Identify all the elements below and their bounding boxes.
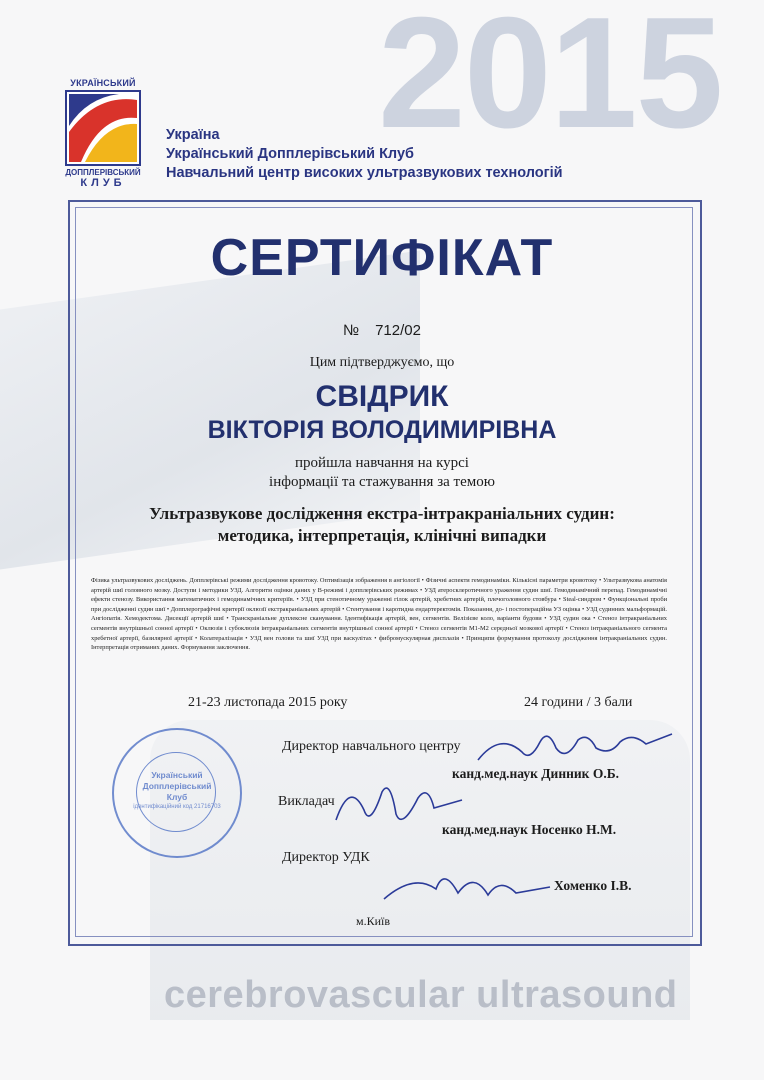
- org-country: Україна: [166, 127, 220, 143]
- club-logo: [62, 78, 144, 189]
- course-intro-line1: пройшла навчання на курсі: [295, 455, 469, 471]
- course-date: 21-23 листопада 2015 року: [188, 695, 348, 710]
- recipient-given-names: ВІКТОРІЯ ВОЛОДИМИРІВНА: [207, 416, 557, 444]
- udk-director-label: Директор УДК: [282, 850, 370, 865]
- teacher-label: Викладач: [278, 794, 335, 809]
- official-stamp: [112, 728, 242, 858]
- director-name: канд.мед.наук Динник О.Б.: [452, 766, 619, 781]
- logo-bottom-text: ДОППЛЕРІВСЬКИЙ: [65, 168, 141, 177]
- number-value: 712/02: [375, 322, 421, 339]
- year-watermark: 2015: [378, 0, 722, 161]
- org-center-name: Навчальний центр високих ультразвукових технологій: [166, 165, 563, 181]
- org-club-name: Український Допплерівський Клуб: [166, 146, 414, 162]
- recipient-surname: СВІДРИК: [315, 380, 449, 413]
- stamp-code: ідентифікаційний код 21716703: [133, 804, 221, 810]
- number-symbol: №: [343, 322, 360, 339]
- footer-tagline: cerebrovascular ultrasound: [164, 974, 678, 1016]
- udk-director-name: Хоменко І.В.: [554, 878, 632, 893]
- course-intro-line2: інформації та стажування за темою: [269, 474, 495, 490]
- course-title-line1: Ультразвукове дослідження екстра-інтракраніальних судин:: [149, 504, 615, 523]
- udk-director-signature: [378, 855, 558, 915]
- stamp-line2: Допплерівський: [142, 781, 212, 791]
- stamp-line3: Клуб: [166, 792, 188, 802]
- course-title-line2: методика, інтерпретація, клінічні випадки: [217, 526, 547, 545]
- certificate-number: [0, 322, 764, 339]
- director-signature: [470, 722, 680, 772]
- teacher-name: канд.мед.наук Носенко Н.М.: [442, 822, 617, 837]
- course-hours: 24 години / 3 бали: [524, 695, 633, 710]
- director-label: Директор навчального центру: [282, 739, 461, 754]
- city: м.Київ: [356, 914, 391, 928]
- course-program-text: Фізика ультразвукових досліджень. Допплерівські режими дослідження кровотоку. Оптимізація зображення в ангіології • Фізичні аспекти гемодинаміки. Кількісні параметри кровотоку • Ультразвукова анатомія артерій шиї головного мозку. Доступи і методики УЗД. Алгоритм оцінки даних у В-режимі і допплерівських режимах • УЗД атеросклеротичного ураження судин шиї. Гемодинамічний перепад. Гемодинамічні ефекти стенозу. Використання математичних і гемодинамічних критеріїв. • УЗД при стенотичному ураженні гілок артерій, хребетних артерій, плечоголовного стовбура • Steal-синдром • Функціональні проби при дослідженні судин шиї • Допплерографічні критерії оклюзії екстракраніальних артерій • Стентування і каротидна ендартеректомія. Показання, до- і постопераційна УЗ оцінка • УЗД судинних мальформацій. Ангіопатія. Хемодектома. Дисекції артерій шиї • Транскраніальне дуплексне сканування. Ідентифікація артерій, вен, сегментів. Велізієве коло, варіанти будови • УЗД судин ока • Стеноз інтракраніальних сегментів внутрішньої сонної артерії • Оклюзія і субоклюзія інтракраніальних сегментів внутрішньої сонної артерії • Стеноз сегментів М1-М2 середньої мозкової артерії • Стеноз інтракраніального сегмента хребетної артерії, базилярної артерії • Колатералізація • УЗД вен голови та шиї УЗД при васкулітах • фибромускулярная дисплазія • Принципи формування протоколу дослідження інтракраніальних судин. Інтерпретація отриманих даних. Формування заключення.: [91, 577, 667, 652]
- stamp-line1: Український: [151, 770, 203, 780]
- confirm-text: Цим підтверджуємо, що: [309, 355, 455, 370]
- certificate-title: СЕРТИФІКАТ: [210, 229, 554, 287]
- organization-block: [166, 126, 563, 183]
- logo-emblem-icon: [65, 90, 141, 166]
- logo-top-text: УКРАЇНСЬКИЙ: [70, 78, 136, 88]
- logo-klub-text: КЛУБ: [80, 177, 126, 189]
